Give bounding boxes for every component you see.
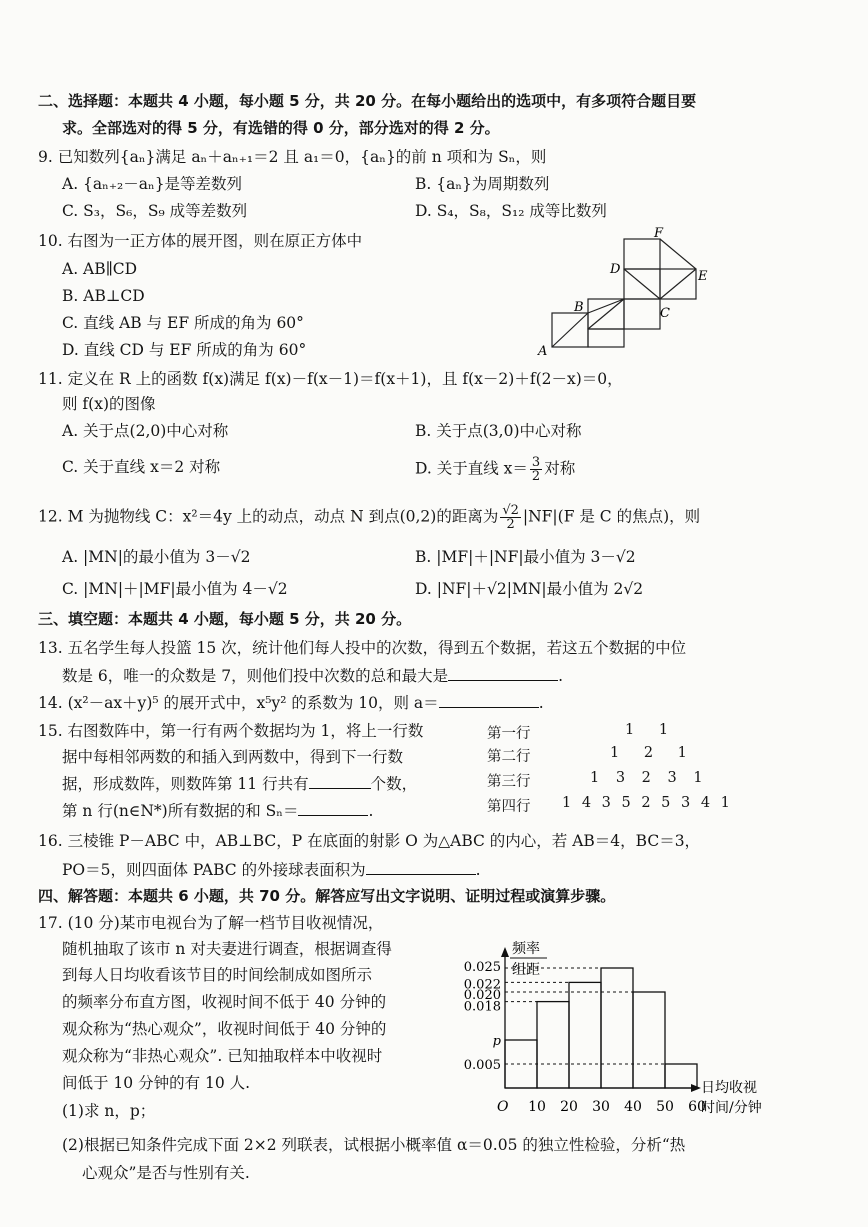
q15-line4 bbox=[62, 799, 373, 822]
q10-stem: 10. 右图为一正方体的展开图，则在原正方体中 bbox=[38, 232, 363, 250]
q15-line3-text: 据，形成数阵，则数阵第 11 行共有 bbox=[62, 775, 309, 793]
origin-label: O bbox=[497, 1099, 509, 1115]
q17-line-4: 的频率分布直方图，收视时间不低于 40 分钟的 bbox=[62, 993, 387, 1011]
histogram-bar bbox=[665, 1064, 697, 1088]
q16-line2 bbox=[62, 858, 481, 881]
q15-line4-text: 第 n 行(n∈N*)所有数据的和 Sₙ＝ bbox=[62, 802, 299, 820]
histogram-bar bbox=[601, 968, 633, 1088]
q11-option-a: A. 关于点(2,0)中心对称 bbox=[62, 422, 229, 440]
x-tick-label: 50 bbox=[656, 1099, 674, 1115]
q11-option-d-suffix: 对称 bbox=[544, 459, 576, 478]
cube-label-d: D bbox=[610, 262, 621, 277]
x-axis-label-line1: 日均收视 bbox=[701, 1080, 757, 1096]
q13-line1: 13. 五名学生每人投篮 15 次，统计他们每人投中的次数，得到五个数据，若这五个数据的中位 bbox=[38, 639, 687, 657]
array-row-1-label: 第一行 bbox=[487, 726, 531, 742]
q12-option-c: C. |MN|＋|MF|最小值为 4－√2 bbox=[62, 580, 288, 598]
q11-stem-line2: 则 f(x)的图像 bbox=[62, 395, 156, 413]
section-4-header: 四、解答题：本题共 6 小题，共 70 分。解答应写出文字说明、证明过程或演算步骤。 bbox=[38, 887, 616, 905]
histogram-bar bbox=[505, 1040, 537, 1088]
q11-option-b: B. 关于点(3,0)中心对称 bbox=[415, 422, 582, 440]
q11-option-d-fraction bbox=[530, 456, 542, 483]
x-tick-label: 60 bbox=[688, 1099, 706, 1115]
q14-end: . bbox=[538, 694, 544, 712]
q12-stem-prefix: 12. M 为抛物线 C：x²＝4y 上的动点，动点 N 到点(0,2)的距离为 bbox=[38, 507, 499, 526]
q17-part-2-line2: 心观众”是否与性别有关. bbox=[82, 1164, 250, 1182]
cube-label-c: C bbox=[660, 306, 670, 321]
q11-fraction-denominator: 2 bbox=[531, 469, 541, 484]
q13-end: . bbox=[558, 667, 564, 685]
frequency-histogram bbox=[455, 935, 785, 1120]
histogram-bar bbox=[537, 1002, 569, 1088]
y-tick-label: 0.025 bbox=[463, 960, 501, 975]
q14-line bbox=[38, 691, 544, 714]
histogram-bar bbox=[569, 982, 601, 1088]
y-axis-label-numerator: 频率 bbox=[512, 941, 540, 957]
q15-line1: 15. 右图数阵中，第一行有两个数据均为 1，将上一行数 bbox=[38, 722, 424, 740]
cube-label-a: A bbox=[538, 344, 548, 359]
q14-answer-blank[interactable] bbox=[439, 691, 539, 708]
q11-stem-line1: 11. 定义在 R 上的函数 f(x)满足 f(x)－f(x－1)＝f(x＋1)，且 f(x－2)＋f(2－x)＝0， bbox=[38, 370, 623, 388]
q17-line-3: 到每人日均收看该节目的时间绘制成如图所示 bbox=[62, 966, 373, 984]
q17-line-1: 17. (10 分)某市电视台为了解一档节目收视情况， bbox=[38, 914, 384, 932]
q17-line-2: 随机抽取了该市 n 对夫妻进行调查，根据调查得 bbox=[62, 940, 392, 958]
q16-end: . bbox=[475, 861, 481, 879]
q9-stem: 9. 已知数列{aₙ}满足 aₙ＋aₙ₊₁＝2 且 a₁＝0，{aₙ}的前 n 项和为 Sₙ，则 bbox=[38, 148, 547, 166]
array-row-1-values: 1 1 bbox=[625, 722, 669, 738]
cube-label-b: B bbox=[574, 300, 584, 315]
q11-option-d bbox=[415, 456, 575, 483]
q10-option-a: A. AB∥CD bbox=[62, 260, 138, 278]
q11-option-c: C. 关于直线 x＝2 对称 bbox=[62, 458, 221, 476]
q17-line-7: 间低于 10 分钟的有 10 人. bbox=[62, 1074, 251, 1092]
q9-option-d: D. S₄，S₈，S₁₂ 成等比数列 bbox=[415, 202, 607, 220]
section-2-header-line1: 二、选择题：本题共 4 小题，每小题 5 分，共 20 分。在每小题给出的选项中，有多项符合题目要 bbox=[38, 92, 697, 110]
y-tick-label: 0.020 bbox=[463, 988, 501, 1003]
q12-option-a: A. |MN|的最小值为 3－√2 bbox=[62, 548, 251, 566]
histogram-bar bbox=[633, 992, 665, 1088]
y-tick-label: 0.018 bbox=[463, 999, 501, 1015]
array-row-3-label: 第三行 bbox=[487, 774, 531, 790]
y-tick-label: 0.005 bbox=[463, 1058, 501, 1073]
q17-part-2-line1: (2)根据已知条件完成下面 2×2 列联表，试根据小概率值 α＝0.05 的独立性检验，分析“热 bbox=[62, 1136, 686, 1154]
q15-answer-blank-2[interactable] bbox=[298, 799, 368, 816]
y-tick-label: p bbox=[492, 1034, 501, 1049]
q10-option-d: D. 直线 CD 与 EF 所成的角为 60° bbox=[62, 341, 307, 359]
x-tick-label: 30 bbox=[592, 1099, 610, 1115]
x-tick-label: 40 bbox=[624, 1099, 642, 1115]
q13-answer-blank[interactable] bbox=[448, 664, 558, 681]
q12-fraction bbox=[500, 504, 521, 531]
cube-net-figure bbox=[530, 225, 720, 360]
q11-fraction-numerator: 3 bbox=[531, 455, 541, 470]
q12-stem bbox=[38, 504, 700, 531]
q12-stem-suffix: |NF|(F 是 C 的焦点)，则 bbox=[522, 507, 701, 526]
q17-part-1: (1)求 n，p； bbox=[62, 1102, 156, 1120]
q14-text: 14. (x²－ax＋y)⁵ 的展开式中，x⁵y² 的系数为 10，则 a＝ bbox=[38, 694, 439, 712]
q15-line3-suffix: 个数， bbox=[370, 775, 418, 793]
q10-option-c: C. 直线 AB 与 EF 所成的角为 60° bbox=[62, 314, 304, 332]
x-tick-label: 10 bbox=[528, 1099, 546, 1115]
q15-answer-blank-1[interactable] bbox=[309, 772, 371, 789]
y-axis-label-denominator: 组距 bbox=[512, 962, 540, 978]
q16-line1: 16. 三棱锥 P－ABC 中，AB⊥BC，P 在底面的射影 O 为△ABC 的内心，若 AB＝4，BC＝3， bbox=[38, 832, 701, 850]
q16-line2-text: PO＝5，则四面体 PABC 的外接球表面积为 bbox=[62, 861, 366, 879]
array-row-4-values: 1 4 3 5 2 5 3 4 1 bbox=[562, 795, 730, 811]
array-row-2-label: 第二行 bbox=[487, 749, 531, 765]
q13-line2 bbox=[62, 664, 563, 687]
q17-line-5: 观众称为“热心观众”，收视时间低于 40 分钟的 bbox=[62, 1020, 387, 1038]
x-axis-label-line2: 时间/分钟 bbox=[701, 1100, 762, 1116]
array-row-2-values: 1 2 1 bbox=[610, 745, 687, 761]
q12-option-d: D. |NF|＋√2|MN|最小值为 2√2 bbox=[415, 580, 644, 598]
q12-fraction-denominator: 2 bbox=[506, 517, 515, 532]
section-2-header-line2: 求。全部选对的得 5 分，有选错的得 0 分，部分选对的得 2 分。 bbox=[62, 119, 500, 137]
y-tick-label: 0.022 bbox=[463, 977, 501, 993]
q17-line-6: 观众称为“非热心观众”. 已知抽取样本中收视时 bbox=[62, 1047, 383, 1065]
q12-fraction-numerator: √2 bbox=[502, 503, 519, 518]
q15-line4-end: . bbox=[368, 802, 374, 820]
q15-line3 bbox=[62, 772, 417, 795]
q15-line2: 据中每相邻两数的和插入到两数中，得到下一行数 bbox=[62, 748, 404, 766]
cube-label-f: F bbox=[654, 226, 664, 241]
q9-option-c: C. S₃，S₆，S₉ 成等差数列 bbox=[62, 202, 248, 220]
section-3-header: 三、填空题：本题共 4 小题，每小题 5 分，共 20 分。 bbox=[38, 610, 412, 628]
cube-label-e: E bbox=[698, 269, 708, 284]
x-tick-label: 20 bbox=[560, 1099, 578, 1115]
array-row-4-label: 第四行 bbox=[487, 799, 531, 815]
array-row-3-values: 1 3 2 3 1 bbox=[590, 770, 703, 786]
q13-line2-text: 数是 6，唯一的众数是 7，则他们投中次数的总和最大是 bbox=[62, 667, 449, 685]
q9-option-b: B. {aₙ}为周期数列 bbox=[415, 175, 550, 193]
y-axis-arrow bbox=[501, 947, 509, 957]
q9-option-a: A. {aₙ₊₂－aₙ}是等差数列 bbox=[62, 175, 243, 193]
q10-option-b: B. AB⊥CD bbox=[62, 287, 145, 305]
q16-answer-blank[interactable] bbox=[366, 858, 476, 875]
q12-option-b: B. |MF|＋|NF|最小值为 3－√2 bbox=[415, 548, 636, 566]
q11-option-d-prefix: D. 关于直线 x＝ bbox=[415, 459, 528, 478]
